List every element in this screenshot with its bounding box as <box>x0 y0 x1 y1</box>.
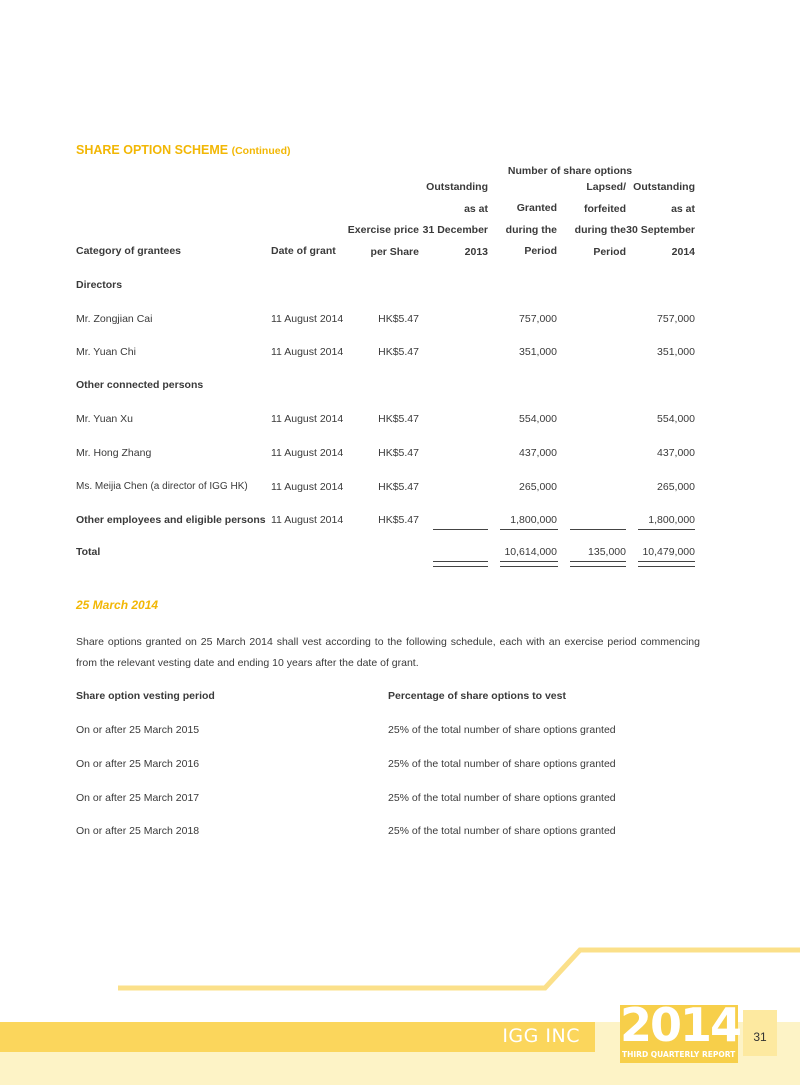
vesting-row-period: On or after 25 March 2018 <box>76 825 200 837</box>
table-row-price: HK$5.47 <box>378 481 419 493</box>
header-category: Category of grantees <box>76 245 182 257</box>
page-number: 31 <box>753 1030 767 1044</box>
underline-outstanding-end <box>638 529 695 530</box>
table-row-date: 11 August 2014 <box>271 413 344 425</box>
vesting-row-period: On or after 25 March 2016 <box>76 758 200 770</box>
report-title: THIRD QUARTERLY REPORT <box>622 1050 736 1059</box>
table-row-granted: 1,800,000 <box>510 514 557 526</box>
table-row-granted: 554,000 <box>519 413 557 425</box>
table-row-date: 11 August 2014 <box>271 447 344 459</box>
table-row-outstanding: 1,800,000 <box>648 514 695 526</box>
double-underline-granted <box>500 561 558 567</box>
section-title: SHARE OPTION SCHEME (Continued) <box>76 143 291 157</box>
table-row-name: Mr. Yuan Xu <box>76 413 134 425</box>
footer-stripe <box>118 950 800 988</box>
table-row-date: 11 August 2014 <box>271 313 344 325</box>
table-row-outstanding: 351,000 <box>657 346 695 358</box>
vesting-row-percentage: 25% of the total number of share options granted <box>388 724 616 736</box>
vesting-row-percentage: 25% of the total number of share options granted <box>388 792 616 804</box>
table-row-price: HK$5.47 <box>378 313 419 325</box>
table-row-outstanding: 265,000 <box>657 481 695 493</box>
table-row-name: Other employees and eligible persons <box>76 514 266 526</box>
double-underline-outstanding-start <box>433 561 488 567</box>
table-row-granted: 351,000 <box>519 346 557 358</box>
header-date: Date of grant <box>271 245 336 257</box>
table-row-price: HK$5.47 <box>378 413 419 425</box>
subheading-date: 25 March 2014 <box>76 598 159 612</box>
report-year: 2014 <box>620 998 741 1052</box>
vesting-header-percentage: Percentage of share options to vest <box>388 690 566 702</box>
header-granted: Granted during the Period <box>505 202 557 257</box>
table-row-outstanding: 554,000 <box>657 413 695 425</box>
vesting-row-period: On or after 25 March 2015 <box>76 724 200 736</box>
total-label: Total <box>76 546 101 558</box>
double-underline-outstanding-end <box>638 561 695 567</box>
header-lapsed: Lapsed/ forfeited during the Period <box>574 181 626 258</box>
underline-outstanding-start <box>433 529 488 530</box>
table-row-granted: 265,000 <box>519 481 557 493</box>
section-title-suffix: (Continued) <box>231 145 291 157</box>
total-outstanding: 10,479,000 <box>642 546 695 558</box>
total-lapsed: 135,000 <box>588 546 626 558</box>
table-row-name: Ms. Meijia Chen (a director of IGG HK) <box>76 481 248 492</box>
table-row-date: 11 August 2014 <box>271 481 344 493</box>
table-row-name: Mr. Hong Zhang <box>76 447 152 459</box>
vesting-header-period: Share option vesting period <box>76 690 215 702</box>
vesting-row-percentage: 25% of the total number of share options granted <box>388 758 616 770</box>
header-outstanding-start: Outstanding as at 31 December 2013 <box>422 181 488 258</box>
group-directors: Directors <box>76 279 123 291</box>
table-row-price: HK$5.47 <box>378 514 419 526</box>
table-row-name: Mr. Yuan Chi <box>76 346 136 358</box>
group-other-connected: Other connected persons <box>76 379 204 391</box>
underline-lapsed <box>570 529 626 530</box>
table-row-price: HK$5.47 <box>378 346 419 358</box>
header-outstanding-end: Outstanding as at 30 September 2014 <box>626 181 695 258</box>
double-underline-lapsed <box>570 561 626 567</box>
table-group-header: Number of share options <box>507 165 633 177</box>
table-row-date: 11 August 2014 <box>271 346 344 358</box>
vesting-row-percentage: 25% of the total number of share options granted <box>388 825 616 837</box>
total-granted: 10,614,000 <box>504 546 557 558</box>
table-row-outstanding: 757,000 <box>657 313 695 325</box>
vesting-paragraph: Share options granted on 25 March 2014 shall vest according to the following schedule, each with an exercise period commencing from the relevant vesting date and ending 10 years after the date of grant. <box>76 636 700 669</box>
underline-granted <box>500 529 558 530</box>
company-brand: IGG INC <box>502 1025 580 1047</box>
vesting-row-period: On or after 25 March 2017 <box>76 792 200 804</box>
table-row-name: Mr. Zongjian Cai <box>76 313 153 325</box>
header-price: Exercise price per Share <box>347 224 419 258</box>
table-row-granted: 757,000 <box>519 313 557 325</box>
table-row-price: HK$5.47 <box>378 447 419 459</box>
table-row-outstanding: 437,000 <box>657 447 695 459</box>
table-row-date: 11 August 2014 <box>271 514 344 526</box>
table-row-granted: 437,000 <box>519 447 557 459</box>
